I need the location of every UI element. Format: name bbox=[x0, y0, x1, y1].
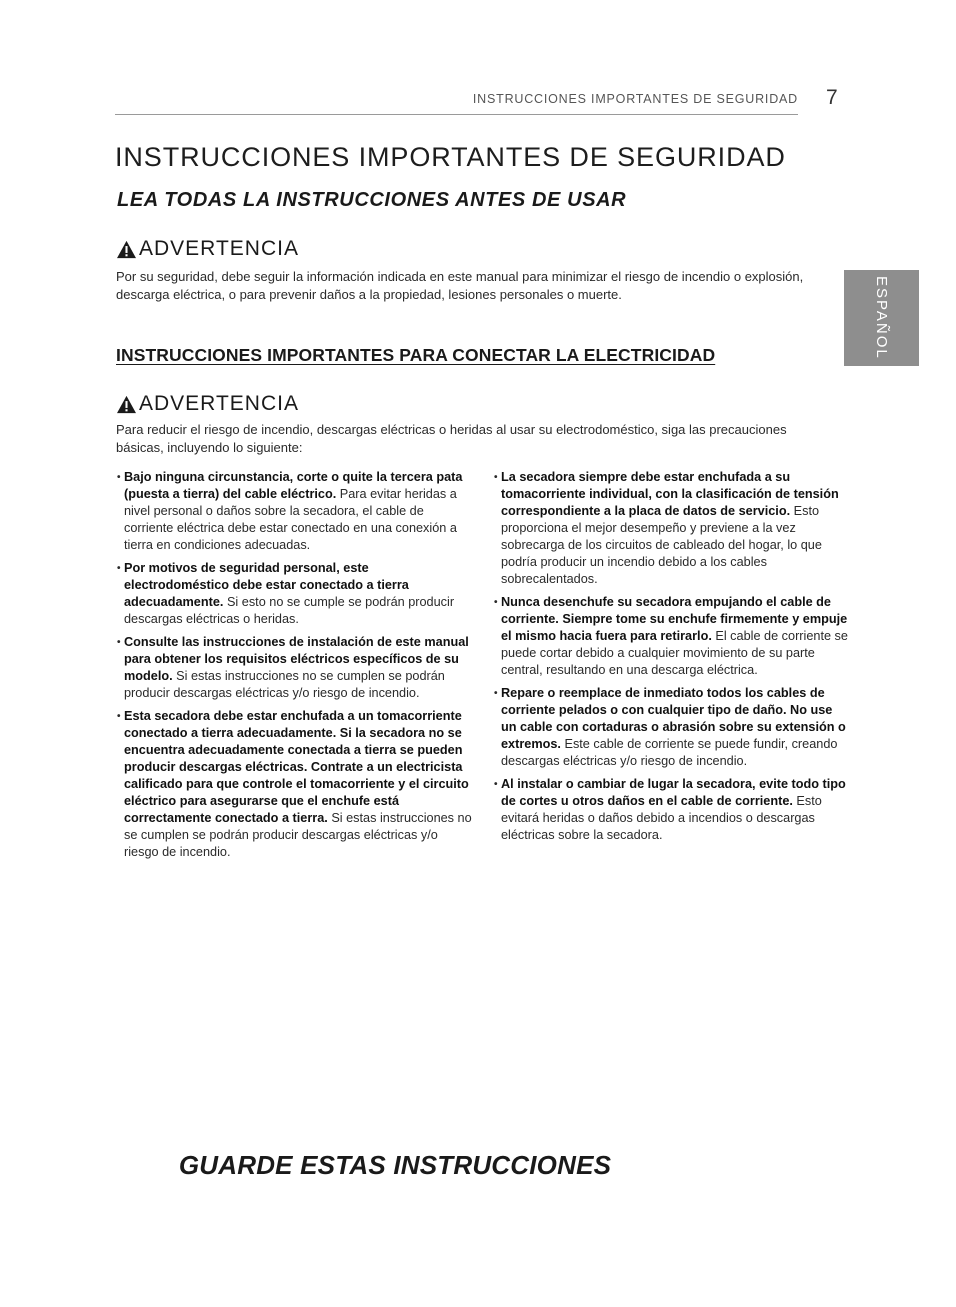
list-item-bold: Consulte las instrucciones de instalación de este manual para obtener los requisitos eléctricos específicos de su modelo. bbox=[124, 635, 469, 683]
list-item-bold: Esta secadora debe estar enchufada a un tomacorriente conectado a tierra adecuadamente. Si la secadora no se encuentra adecuadamente conectada a tierra se pueden producir descargas eléctricas. Contrate a un electricista calificado para que controle el tomacorriente y el circuito eléctrico para asegurarse que el enchufe está correctamente conectado a tierra. bbox=[124, 709, 469, 825]
page-subtitle: LEA TODAS LA INSTRUCCIONES ANTES DE USAR bbox=[117, 189, 627, 211]
warning-heading-2 bbox=[116, 392, 299, 416]
list-item-text: Si estas instrucciones no se cumplen se podrán producir descargas eléctricas y/o riesgo de incendio. bbox=[124, 669, 445, 700]
warning-triangle-icon bbox=[116, 395, 137, 414]
list-item-text: Esto proporciona el mejor desempeño y previene a la vez sobrecarga de los circuitos de cableado del hogar, lo que podría producir un incendio debido a los cables sobrecalentados. bbox=[501, 504, 822, 586]
page-number: 7 bbox=[826, 86, 838, 109]
precautions-left-column bbox=[117, 469, 472, 867]
language-tab-label: ESPAÑOL bbox=[873, 276, 890, 360]
list-item bbox=[117, 708, 472, 861]
warning-heading-1-label: ADVERTENCIA bbox=[139, 237, 299, 260]
footer-title: GUARDE ESTAS INSTRUCCIONES bbox=[178, 1150, 612, 1180]
list-item bbox=[494, 469, 850, 588]
language-tab bbox=[844, 270, 919, 366]
list-item-text: Si esto no se cumple se podrán producir descargas eléctricas o heridas. bbox=[124, 595, 455, 626]
warning-triangle-icon bbox=[116, 240, 137, 259]
list-item-bold: Repare o reemplace de inmediato todos los cables de corriente pelados o con cualquier tipo de daño. No use un cable con cortaduras o abrasión sobre su extensión o extremos. bbox=[501, 686, 846, 751]
list-item-bold: Bajo ninguna circunstancia, corte o quite la tercera pata (puesta a tierra) del cable eléctrico. bbox=[124, 470, 463, 501]
running-header: INSTRUCCIONES IMPORTANTES DE SEGURIDAD bbox=[472, 92, 798, 106]
list-item bbox=[117, 560, 472, 628]
list-item-bold: Nunca desenchufe su secadora empujando el cable de corriente. Siempre tome su enchufe firmemente y empuje el mismo hacia fuera para retirarlo. bbox=[501, 595, 848, 643]
list-item bbox=[117, 469, 472, 554]
warning-text-2: Para reducir el riesgo de incendio, descargas eléctricas o heridas al usar su electrodoméstico, siga las precauciones básicas, incluyendo lo siguiente: bbox=[116, 422, 787, 455]
precautions-right-column bbox=[494, 469, 850, 850]
list-item-text: Para evitar heridas a nivel personal o daños sobre la secadora, el cable de corriente eléctrica debe estar conectado en una conexión a tierra en condiciones adecuadas. bbox=[124, 487, 457, 552]
section-title: INSTRUCCIONES IMPORTANTES PARA CONECTAR LA ELECTRICIDAD bbox=[116, 345, 716, 365]
header-divider bbox=[115, 114, 798, 115]
list-item bbox=[494, 776, 850, 844]
list-item-bold: Al instalar o cambiar de lugar la secadora, evite todo tipo de cortes u otros daños en el cable de corriente. bbox=[501, 777, 846, 808]
warning-heading-1 bbox=[116, 237, 299, 261]
list-item-bold: Por motivos de seguridad personal, este electrodoméstico debe estar conectado a tierra adecuadamente. bbox=[124, 561, 409, 609]
list-item-text: Si estas instrucciones no se cumplen se podrán producir descargas eléctricas y/o riesgo de incendio. bbox=[124, 811, 472, 859]
list-item-text: El cable de corriente se puede cortar debido a cualquier movimiento de su parte central, resultando en una descarga eléctrica. bbox=[501, 629, 848, 677]
warning-text-1: Por su seguridad, debe seguir la información indicada en este manual para minimizar el riesgo de incendio o explosión, descarga eléctrica, o para prevenir daños a la propiedad, lesiones personales o muerte. bbox=[116, 269, 804, 302]
list-item bbox=[494, 594, 850, 679]
list-item bbox=[117, 634, 472, 702]
page-title: INSTRUCCIONES IMPORTANTES DE SEGURIDAD bbox=[115, 142, 786, 172]
list-item-text: Este cable de corriente se puede fundir, creando descargas eléctricas y/o riesgo de incendio. bbox=[501, 737, 838, 768]
list-item-bold: La secadora siempre debe estar enchufada a su tomacorriente individual, con la clasificación de tensión correspondiente a la placa de datos de servicio. bbox=[501, 470, 839, 518]
warning-heading-2-label: ADVERTENCIA bbox=[139, 392, 299, 415]
list-item bbox=[494, 685, 850, 770]
list-item-text: Esto evitará heridas o daños debido a incendios o descargas eléctricas sobre la secadora. bbox=[501, 794, 822, 842]
